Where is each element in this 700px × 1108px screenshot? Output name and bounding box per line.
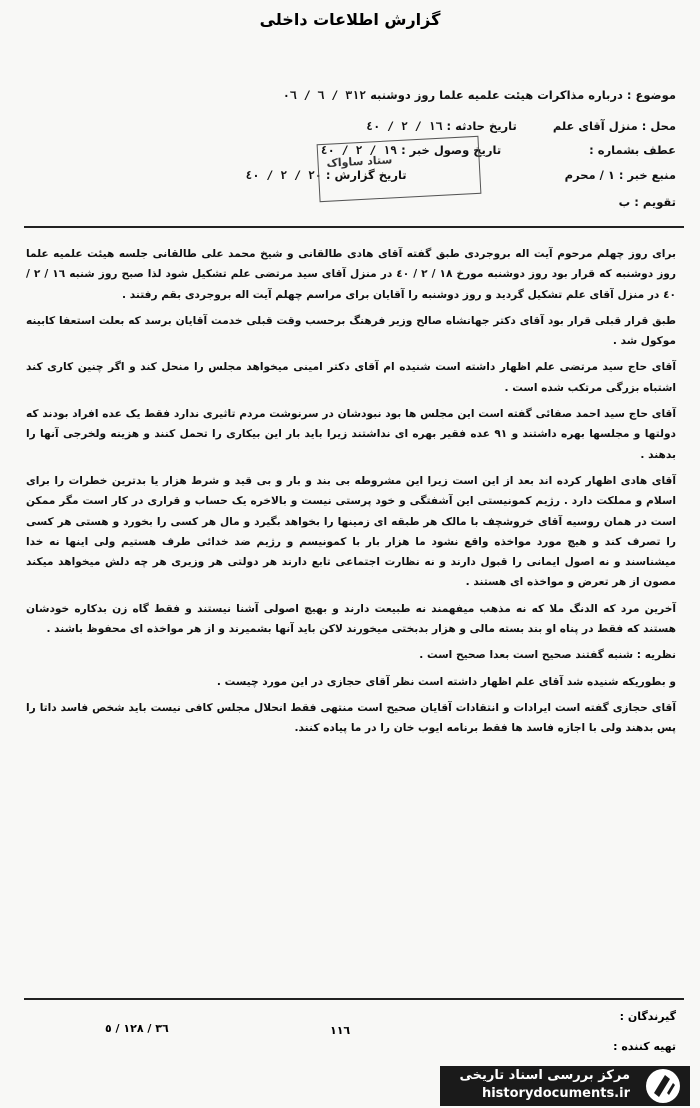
evaluation-value: ب — [618, 195, 631, 209]
paragraph-3: آقای حاج سید مرتضی علم اظهار داشته است شنیده ام آقای دکتر امینی میخواهد مجلس را منحل کند و اگر چنین کاری کند اشتباه بزرگی مرتکب شده است . — [26, 361, 676, 394]
recipients-label: گیرندگان : — [619, 1010, 676, 1023]
report-date-label: تاریخ گزارش : — [325, 168, 407, 182]
paragraph-7 — [26, 645, 676, 665]
footer-divider — [24, 998, 684, 1000]
paragraph-8: و بطوریکه شنیده شد آقای علم اظهار داشته است نظر آقای حجازی در این مورد چیست . — [216, 675, 676, 688]
source-value: ١ / محرم — [564, 168, 615, 182]
paragraph-5: آقای هادی اظهار کرده اند بعد از این است زیرا این مشروطه بی بند و بار و بی قید و شرط هزار یا بدترین خطرات را برای اسلام و مملکت دارد . رژیم کمونیستی این آشفتگی و خود پرستی نیست و بالاخره یک حساب و قراری در کار است مگر ممکن است در همان روسیه آقای خروشچف با مالک هر طبقه ای زمینها را بخواهد بگیرد و مال هر کسی را بخورد و هستی هر کسی را تصرف کند و هیچ مورد مواخذه واقع نشود ما هزار بار با کمونیسم و رژیم ضد خدائی طرف هستیم ولی اینها نه خدا میشناسند و نه اصول ایمانی را قبول دارند و نه نظارت اجتماعی تابع دارند هر دولتی هر وزیری هر چه دلش میخواهد میکند مصون از هر تعرض و مواخذه ای هستند . — [26, 474, 676, 589]
opinion-text: شنبه گفتند صحیح است بعدا صحیح است . — [419, 649, 634, 662]
event-date-value: ١٦ / ٢ / ٤٠ — [366, 119, 443, 133]
page-title: گزارش اطلاعات داخلی — [259, 10, 441, 29]
page-number: ١١٦ — [330, 1024, 351, 1037]
stamp-text: ستاد ساواک — [326, 153, 393, 170]
copy-label: تهیه کننده : — [613, 1040, 676, 1053]
evaluation-label: تقویم : — [634, 195, 676, 209]
report-body — [26, 244, 676, 745]
report-number-label: عطف بشماره : — [589, 143, 676, 157]
archive-logo-icon — [640, 1066, 686, 1106]
header-divider — [24, 226, 684, 228]
place-value: منزل آقای علم — [552, 119, 638, 133]
receipt-date-label: تاریخ وصول خبر : — [401, 143, 502, 157]
subject-value: درباره مذاکرات هیئت علمیه علما روز دوشنبه — [370, 88, 623, 102]
event-date-label: تاریخ حادثه : — [446, 119, 517, 133]
paragraph-2: طبق قرار قبلی قرار بود آقای دکتر جهانشاه صالح وزیر فرهنگ برحسب وقت قبلی خدمت آقایان برسد که بعلت استعفا کابینه موکول شد . — [26, 314, 676, 348]
subject-label: موضوع : — [626, 88, 676, 102]
watermark-text-fa: مرکز بررسی اسناد تاریخی — [459, 1068, 630, 1083]
subject-row — [283, 88, 676, 102]
paragraph-9: آقای حجازی گفته است ایرادات و انتقادات آقایان صحیح است منتهی فقط انحلال مجلس کافی نیست باید شخص فاسد داتا را پس بدهند ولی با اجازه فاسد ها فقط برنامه ایوب خان را در ما پیاده کنند. — [26, 701, 676, 735]
subject-number: ٣١٢ / ٦ / ٠٦ — [282, 88, 367, 102]
received-stamp — [317, 136, 482, 202]
watermark-text-en: historydocuments.ir — [481, 1086, 630, 1101]
paragraph-4: آقای حاج سید احمد صفائی گفته است این مجلس ها بود نبودشان در سرنوشت مردم تاثیری ندارد فقط یک عده افراد بودند که دولتها و مجلسها بهره داشتند و ٩١ عده فقیر بهره ای نداشتند زیرا باید بار این بیکاری را تحمل کنند و هزینه ولخرجی آنها را بدهند . — [26, 408, 676, 461]
opinion-label: نظریه : — [636, 649, 676, 662]
file-number: ٣٦ / ١٢٨ / ٥ — [105, 1022, 169, 1035]
receipt-date-value: ١٩ / ٢ / ٤٠ — [320, 143, 398, 157]
source-label: منبع خبر : — [618, 168, 676, 182]
paragraph-1: برای روز چهلم مرحوم آیت اله بروجردی طبق گفته آقای هادی طالقانی و شیخ محمد علی طالقانی جلسه هیئت علمیه علما روز دوشنبه که قرار بود روز دوشنبه مورخ ١٨ / ٢ / ٤٠ در منزل آقای سید مرتضی علم تشکیل شود لذا صبح روز شنبه ١٦ / ٢ / ٤٠ در منزل آقای علم تشکیل گردید و روز دوشنبه را آقایان برای مراسم چهلم آیت اله بروجردی بقم رفتند . — [26, 248, 676, 301]
report-date-value: ٢٠ / ٢ / ٤٠ — [245, 168, 322, 182]
evaluation-row — [619, 195, 676, 209]
paragraph-6: آخرین مرد که الدنگ ملا که نه مذهب میفهمند نه طبیعت دارند و بهیچ اصولی آشنا نیستند و فقط گاه زن بدکاره خودشان هستند که فقط در پناه او بند بسته مالی و هزار بدبختی میخورند لاکن باید آنها بشمیرند و از هر مواخذه ای محفوظ باشند . — [26, 602, 676, 636]
place-label: محل : — [641, 119, 676, 133]
place-row — [366, 119, 676, 133]
